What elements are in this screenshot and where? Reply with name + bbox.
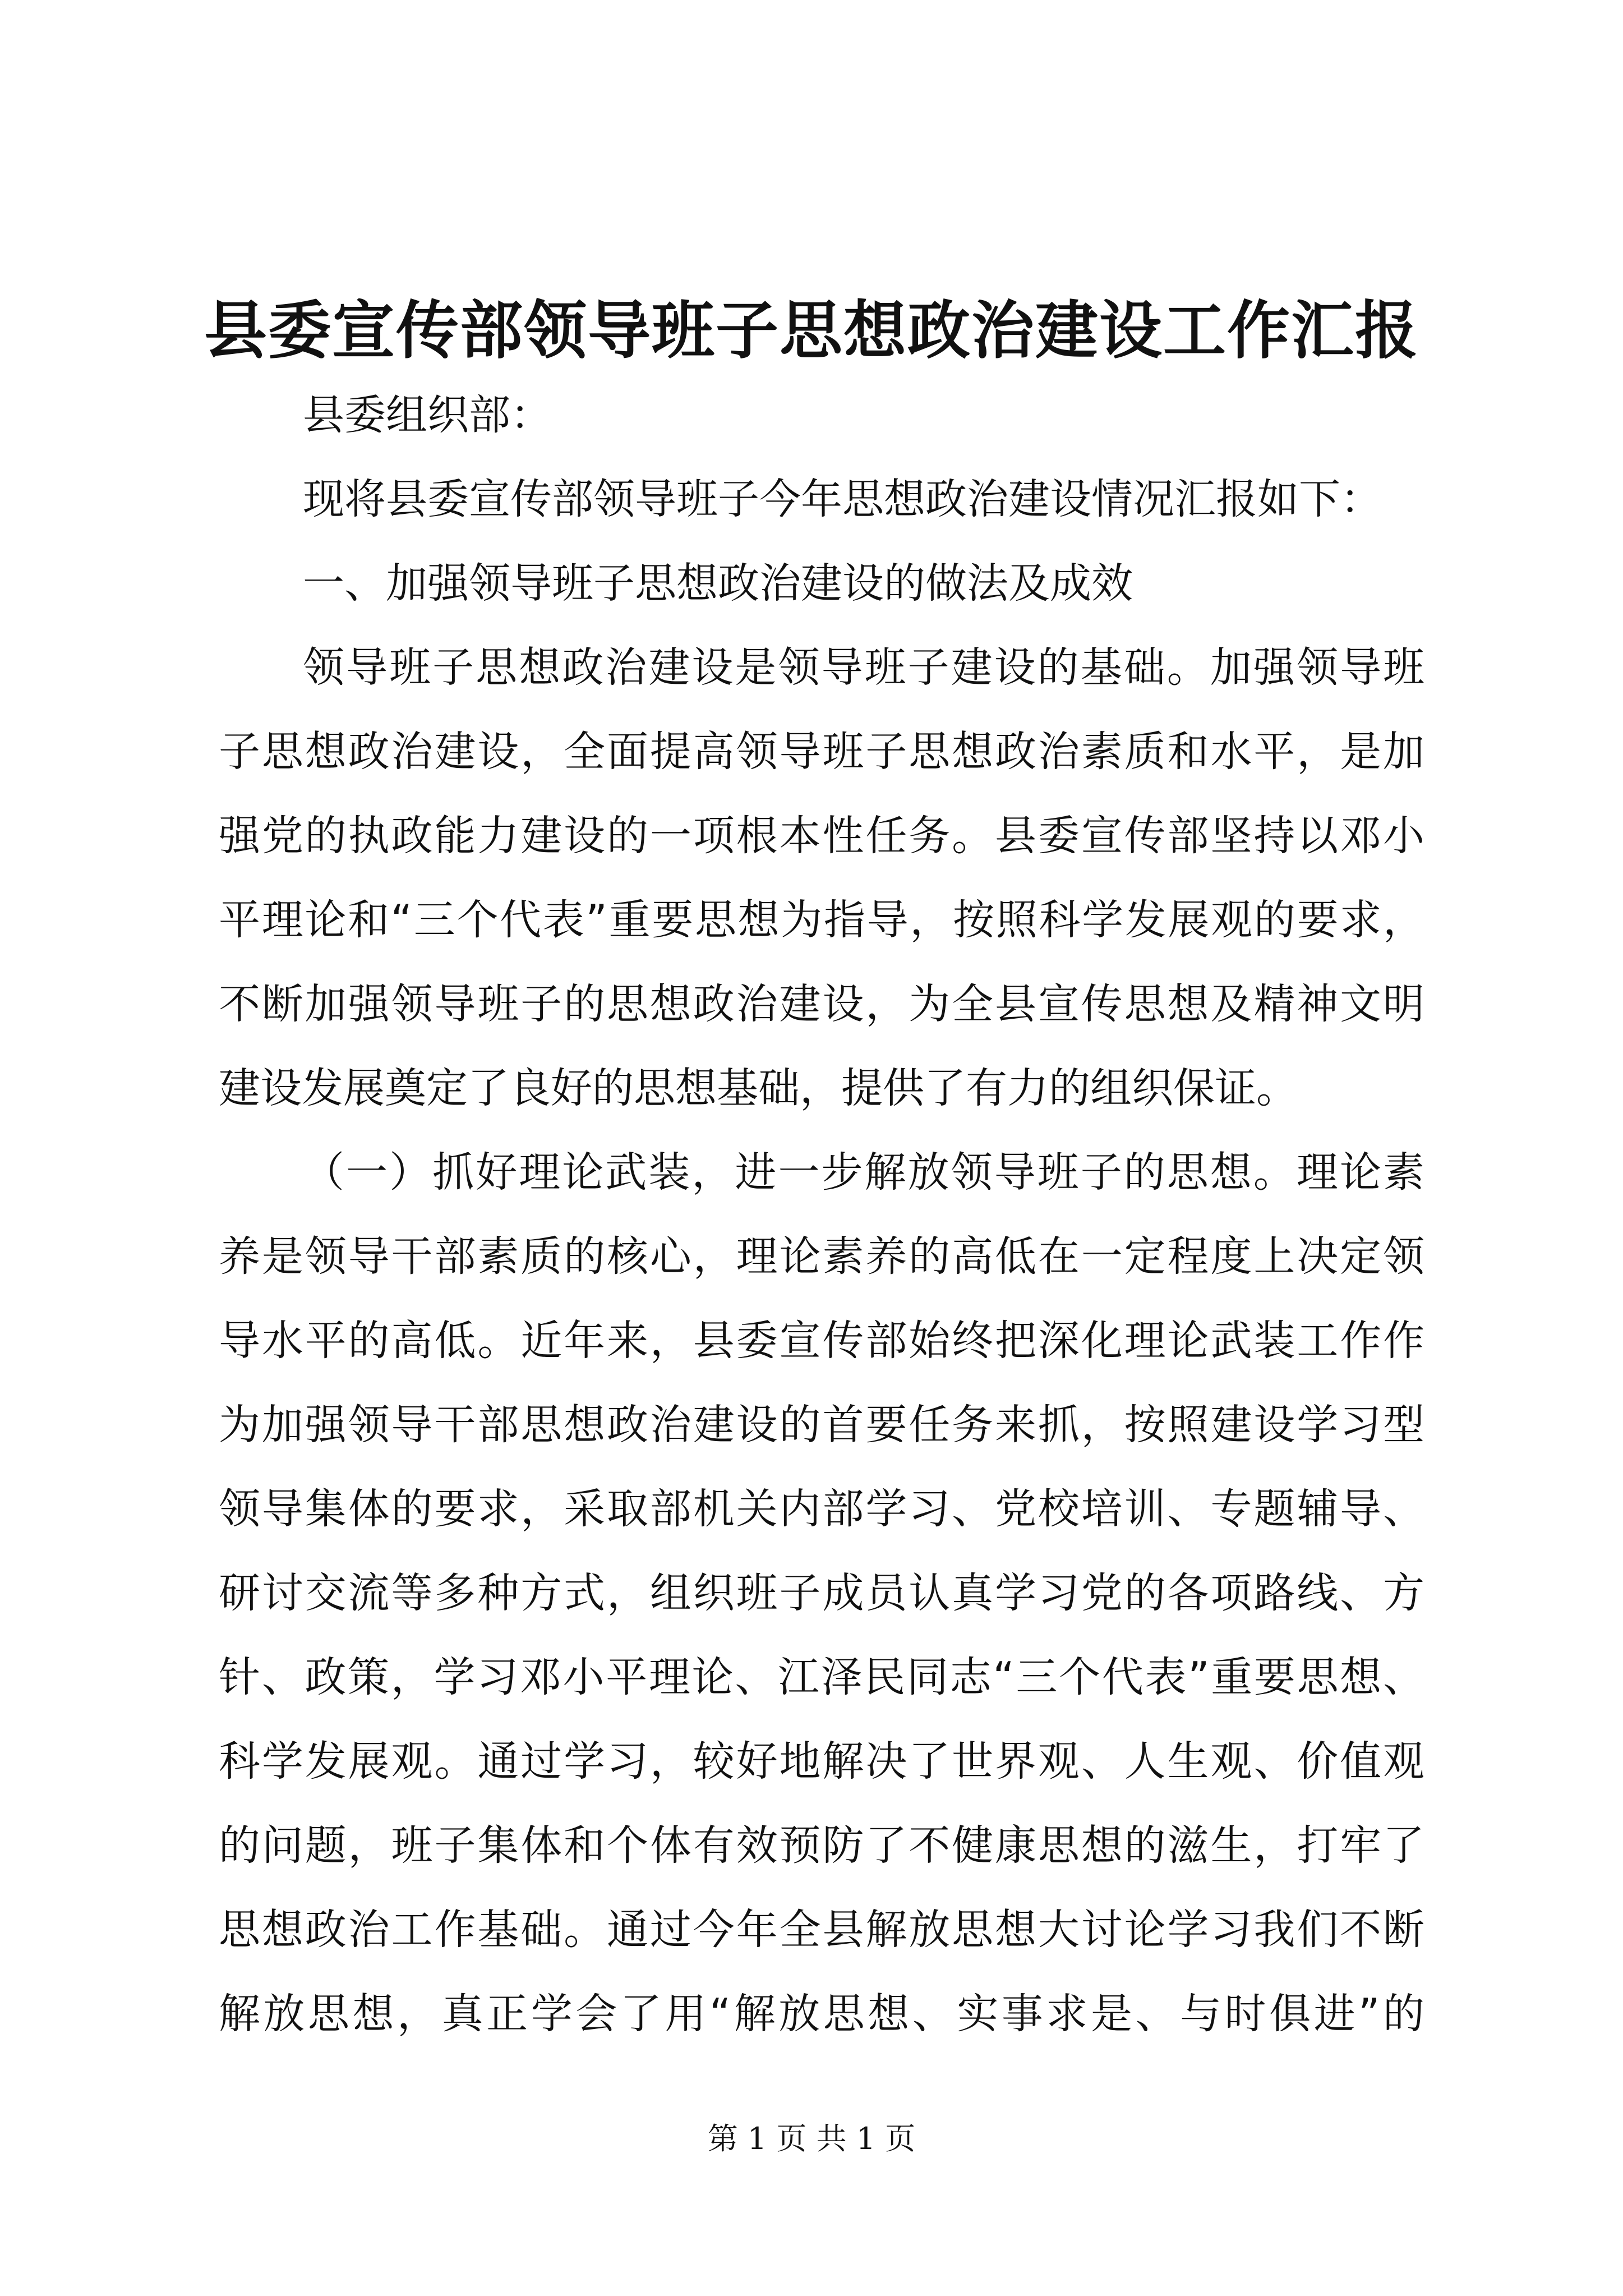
paragraph-line: 子思想政治建设，全面提高领导班子思想政治素质和水平，是加 (219, 728, 1424, 776)
paragraph-line: 不断加强领导班子的思想政治建设，为全县宣传思想及精神文明 (219, 980, 1424, 1028)
document-title: 县委宣传部领导班子思想政治建设工作汇报 (204, 294, 1419, 367)
paragraph-line: 领导集体的要求，采取部机关内部学习、党校培训、专题辅导、 (219, 1485, 1424, 1533)
paragraph-line: 的问题，班子集体和个体有效预防了不健康思想的滋生，打牢了 (219, 1821, 1424, 1870)
paragraph-line: 针、政策，学习邓小平理论、江泽民同志“三个代表”重要思想、 (219, 1653, 1424, 1701)
paragraph-line: 强党的执政能力建设的一项根本性任务。县委宣传部坚持以邓小 (219, 812, 1424, 860)
subsection-line: （一）抓好理论武装，进一步解放领导班子的思想。理论素 (303, 1148, 1424, 1197)
paragraph-line: 思想政治工作基础。通过今年全县解放思想大讨论学习我们不断 (219, 1906, 1424, 1954)
paragraph-line: 研讨交流等多种方式，组织班子成员认真学习党的各项路线、方 (219, 1569, 1424, 1617)
intro-line: 现将县委宣传部领导班子今年思想政治建设情况汇报如下： (303, 475, 1382, 523)
paragraph-line: 解放思想，真正学会了用“解放思想、实事求是、与时俱进”的 (219, 1990, 1424, 2038)
salutation: 县委组织部： (303, 391, 552, 439)
paragraph-line: 领导班子思想政治建设是领导班子建设的基础。加强领导班 (303, 643, 1424, 692)
paragraph-line: 导水平的高低。近年来，县委宣传部始终把深化理论武装工作作 (219, 1317, 1424, 1365)
page-footer: 第 1 页 共 1 页 (707, 2121, 916, 2156)
paragraph-line: 科学发展观。通过学习，较好地解决了世界观、人生观、价值观 (219, 1737, 1424, 1786)
paragraph-line: 为加强领导干部思想政治建设的首要任务来抓，按照建设学习型 (219, 1401, 1424, 1449)
paragraph-line: 平理论和“三个代表”重要思想为指导，按照科学发展观的要求， (219, 896, 1424, 944)
paragraph-line: 建设发展奠定了良好的思想基础，提供了有力的组织保证。 (219, 1064, 1298, 1112)
paragraph-line: 养是领导干部素质的核心，理论素养的高低在一定程度上决定领 (219, 1232, 1424, 1281)
section-heading: 一、加强领导班子思想政治建设的做法及成效 (303, 559, 1133, 608)
